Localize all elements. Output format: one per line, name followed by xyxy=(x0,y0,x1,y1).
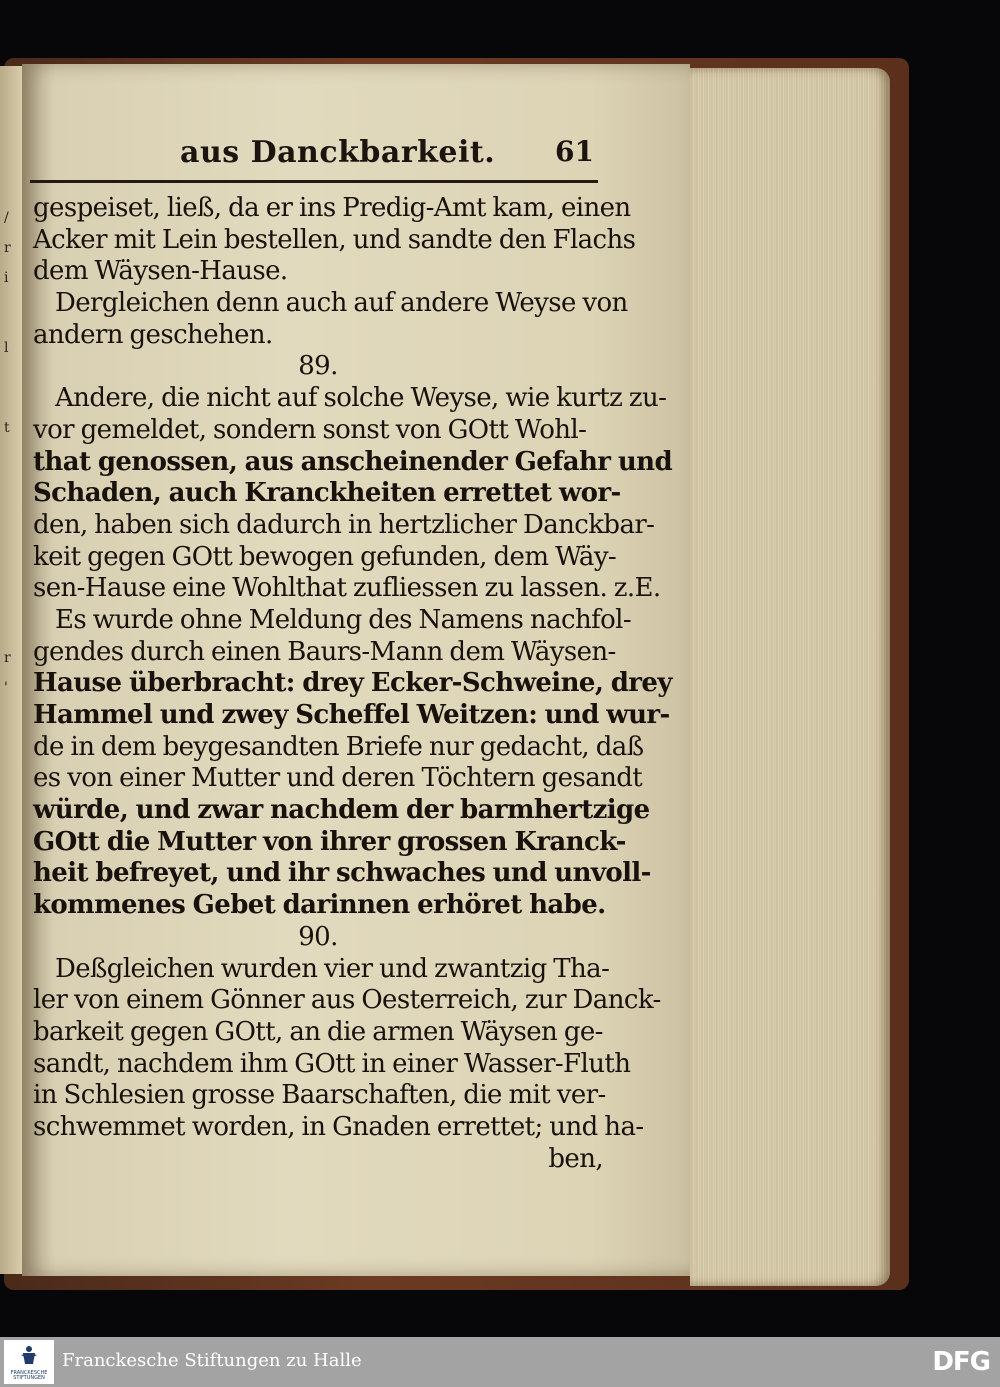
text-line: GOtt die Mutter von ihrer grossen Kranck- xyxy=(33,826,626,857)
prev-page-mark: i xyxy=(4,270,9,286)
footer-bar xyxy=(0,1337,1000,1387)
running-head: aus Danckbarkeit. xyxy=(180,135,496,170)
sun-eagle-icon xyxy=(21,1344,37,1366)
text-line: den, haben sich dadurch in hertzlicher Danckbar- xyxy=(33,509,655,540)
text-line: kommenes Gebet darinnen erhöret habe. xyxy=(33,890,606,921)
prev-page-mark: t xyxy=(4,420,10,436)
prev-page-mark: ' xyxy=(4,680,8,696)
previous-page-edge xyxy=(0,66,22,1274)
text-line: Acker mit Lein bestellen, und sandte den Flachs xyxy=(33,224,636,255)
text-line: schwemmet worden, in Gnaden errettet; und ha- xyxy=(33,1111,644,1142)
prev-page-mark: r xyxy=(4,240,11,256)
text-line: gespeiset, ließ, da er ins Predig-Amt kam, einen xyxy=(33,193,631,223)
text-line: sen-Hause eine Wohlthat zufliessen zu lassen. z.E. xyxy=(33,573,661,604)
text-line: Hause überbracht: drey Ecker-Schweine, drey xyxy=(33,668,672,699)
page-header xyxy=(180,135,600,175)
text-line: Hammel und zwey Scheffel Weitzen: und wur- xyxy=(33,700,670,730)
text-line: Schaden, auch Kranckheiten errettet wor- xyxy=(33,478,621,509)
text-line: de in dem beygesandten Briefe nur gedacht, daß xyxy=(33,731,644,762)
text-line: ler von einem Gönner aus Oesterreich, zur Danck- xyxy=(33,985,661,1016)
text-line: gendes durch einen Baurs-Mann dem Wäysen- xyxy=(33,636,616,667)
text-line: 90. xyxy=(298,921,338,952)
text-line: Dergleichen denn auch auf andere Weyse von xyxy=(55,288,628,319)
footer-title: Franckesche Stiftungen zu Halle xyxy=(62,1350,362,1371)
body-text xyxy=(33,193,673,1175)
header-rule xyxy=(30,180,598,183)
dfg-logo[interactable]: DFG xyxy=(932,1347,990,1377)
text-line: heit befreyet, und ihr schwaches und unvoll- xyxy=(33,858,651,889)
franckesche-stiftungen-logo[interactable] xyxy=(4,1340,54,1384)
page-block-edges xyxy=(690,68,890,1286)
text-line: Deßgleichen wurden vier und zwantzig Tha- xyxy=(55,953,610,984)
text-line: es von einer Mutter und deren Töchtern gesandt xyxy=(33,763,643,794)
text-line: dem Wäysen-Hause. xyxy=(33,256,288,287)
text-line: würde, und zwar nachdem der barmhertzige xyxy=(33,795,650,826)
logo-text: FRANCKESCHE STIFTUNGEN xyxy=(10,1370,48,1381)
text-line: ben, xyxy=(548,1143,603,1174)
text-line: keit gegen GOtt bewogen gefunden, dem Wäy- xyxy=(33,541,617,572)
text-line: Es wurde ohne Meldung des Namens nachfol- xyxy=(55,604,632,635)
prev-page-mark: l xyxy=(4,340,9,356)
prev-page-mark: r xyxy=(4,650,11,666)
text-line: andern geschehen. xyxy=(33,319,273,350)
text-line: vor gemeldet, sondern sonst von GOtt Wohl- xyxy=(33,414,587,445)
text-line: that genossen, aus anscheinender Gefahr und xyxy=(33,446,673,477)
text-line: Andere, die nicht auf solche Weyse, wie kurtz zu- xyxy=(55,383,667,414)
page-number: 61 xyxy=(555,135,594,168)
text-line: 89. xyxy=(298,351,338,382)
text-line: sandt, nachdem ihm GOtt in einer Wasser-Fluth xyxy=(33,1048,631,1079)
text-line: in Schlesien grosse Baarschaften, die mit ver- xyxy=(33,1080,606,1111)
prev-page-mark: / xyxy=(4,210,9,226)
text-line: barkeit gegen GOtt, an die armen Wäysen ge- xyxy=(33,1016,603,1047)
